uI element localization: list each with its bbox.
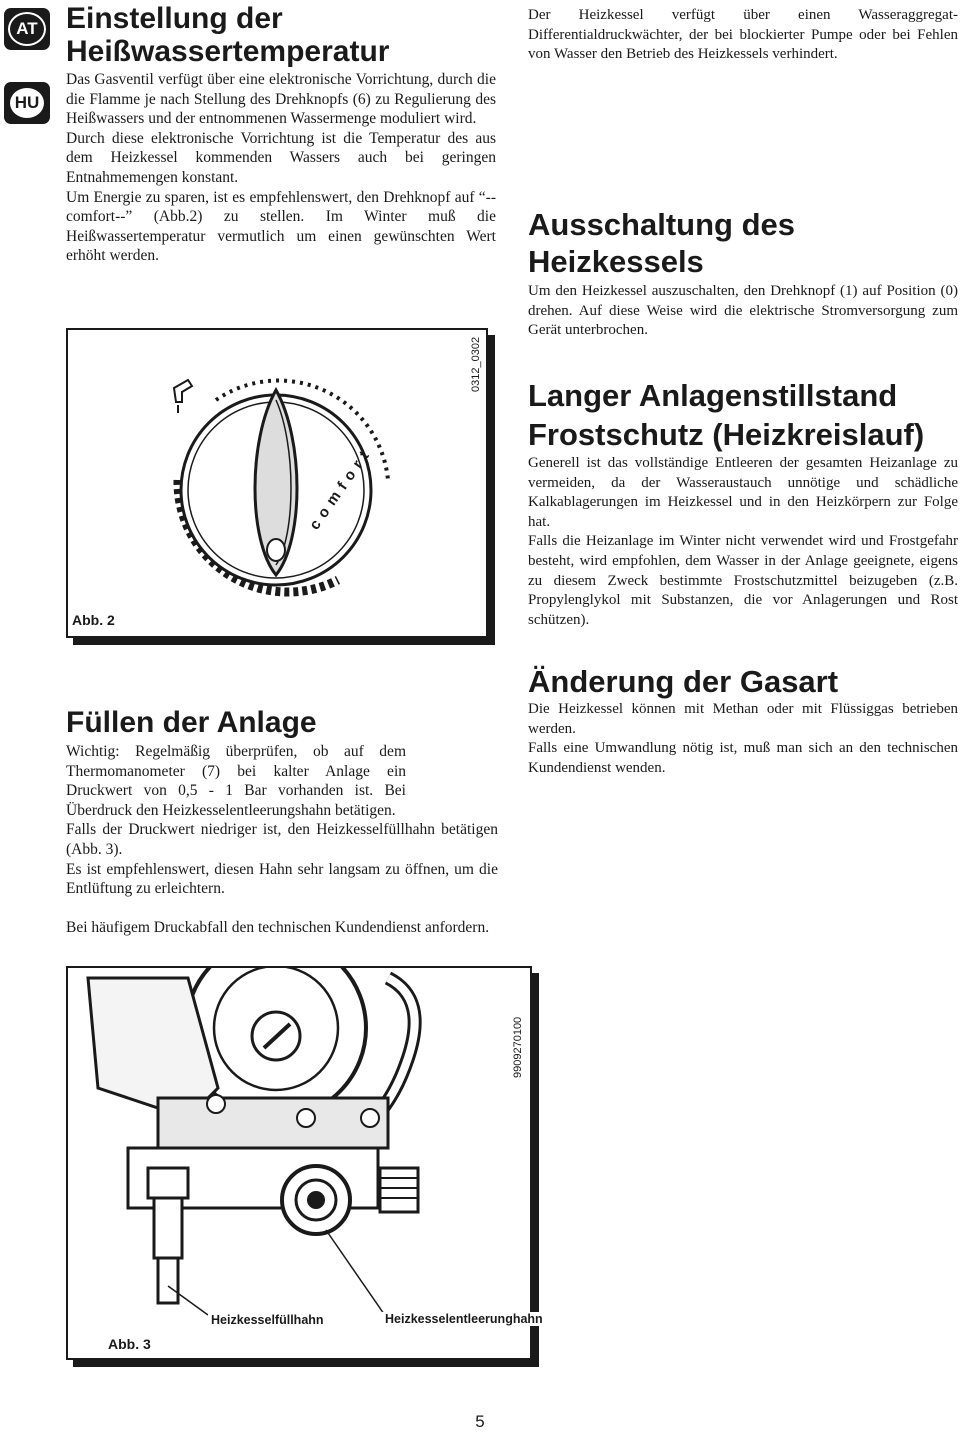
section-shutdown	[528, 206, 958, 341]
temperature-knob-illustration	[68, 330, 486, 636]
country-code-at: AT	[8, 12, 46, 46]
section-filling	[66, 706, 498, 937]
paragraph: Die Heizkessel können mit Methan oder mit Flüssiggas betrieben werden.	[528, 701, 958, 737]
section-gas	[528, 664, 958, 778]
title-line-2: Heißwassertemperatur	[66, 35, 390, 68]
figure-3-code: 9909270100	[512, 1016, 524, 1078]
title-line-2: Frostschutz (Heizkreislauf)	[528, 417, 925, 452]
country-code-hu: HU	[8, 86, 46, 120]
figure-2-label: Abb. 2	[72, 612, 115, 628]
section-title	[528, 376, 958, 454]
paragraph: Um den Heizkessel auszuschalten, den Drehknopf (1) auf Position (0) drehen. Auf diese Weise wird die elektrische Stromversorgung zum Gerät unterbrochen.	[528, 283, 958, 339]
figure-3-label: Abb. 3	[108, 1336, 151, 1352]
paragraph: Bei häufigem Druckabfall den technischen Kundendienst anfordern.	[66, 918, 490, 936]
paragraph: Falls die Heizanlage im Winter nicht verwendet wird und Frostgefahr besteht, wird empfohlen, dem Wasser in der Anlage geeignete, eigens zu diesem Zweck bestimmte Frostschutzmittel beizugeben (z.B. Propylenglykol mit Substanzen, die vor Anlagerungen und Rost schützen).	[528, 533, 958, 628]
intro-right	[528, 6, 958, 65]
title-line-1: Langer Anlagenstillstand	[528, 378, 898, 413]
paragraph: Falls der Druckwert niedriger ist, den Heizkesselfüllhahn betätigen (Abb. 3).	[66, 821, 498, 858]
paragraph: Durch diese elektronische Vorrichtung ist die Temperatur des aus dem Heizkessel kommenden Wassers auch bei geringen Entnahmemengen konstant.	[66, 129, 496, 186]
paragraph: Falls eine Umwandlung nötig ist, muß man sich an den technischen Kundendienst wenden.	[528, 740, 958, 776]
figure-2-dial	[66, 328, 488, 638]
callout-drain-valve: Heizkesselentleerunghahn	[382, 1312, 546, 1326]
title-line-1: Einstellung der	[66, 2, 283, 35]
section-title: Füllen der Anlage	[66, 706, 317, 739]
paragraph: Es ist empfehlenswert, diesen Hahn sehr langsam zu öffnen, um die Entlüftung zu erleichtern.	[66, 860, 498, 898]
paragraph: Das Gasventil verfügt über eine elektronische Vorrichtung, durch die die Flamme je nach Stellung des Drehknopfs (6) zu Regulierung des Heißwassers und der entnommenen Wassermenge moduliert wird.	[66, 71, 496, 128]
valve-illustration	[68, 968, 530, 1358]
title-line-1: Ausschaltung des	[528, 207, 795, 242]
figure-2-code: 0312_0302	[470, 336, 482, 392]
section-hot-water	[66, 2, 496, 266]
paragraph: Generell ist das vollständige Entleeren der gesamten Heizanlage zu vermeiden, da der Wasseraustauch unnötige und schädliche Kalkablagerungen im Heizkessel und in den Heizkörpern zur Folge hat.	[528, 455, 958, 530]
country-badge-hu	[4, 82, 50, 124]
section-frost	[528, 376, 958, 630]
paragraph: Wichtig: Regelmäßig überprüfen, ob auf dem Thermomanometer (7) bei kalter Anlage ein Druckwert von 0,5 - 1 Bar vorhanden ist. Bei Überdruck den Heizkesselentleerungshahn betätigen.	[66, 743, 406, 819]
country-badge-at	[4, 8, 50, 50]
section-title	[66, 2, 496, 68]
title-line-2: Heizkessels	[528, 244, 704, 279]
callout-fill-valve: Heizkesselfüllhahn	[208, 1313, 327, 1327]
paragraph: Der Heizkessel verfügt über einen Wasseraggregat-Differentialdruckwächter, der bei blockierter Pumpe oder bei Fehlen von Wasser den Betrieb des Heizkessels verhindert.	[528, 7, 958, 63]
comfort-dial-marking: comfort	[306, 443, 377, 533]
page-number: 5	[475, 1412, 485, 1431]
section-title	[528, 206, 958, 280]
section-title: Änderung der Gasart	[528, 664, 839, 699]
figure-3-valves	[66, 966, 543, 1360]
paragraph: Um Energie zu sparen, ist es empfehlenswert, den Drehknopf auf “--comfort--” (Abb.2) zu stellen. Im Winter muß die Heißwassertemperatur vermutlich um einen gewünschten Wert erhöht werden.	[66, 188, 496, 265]
